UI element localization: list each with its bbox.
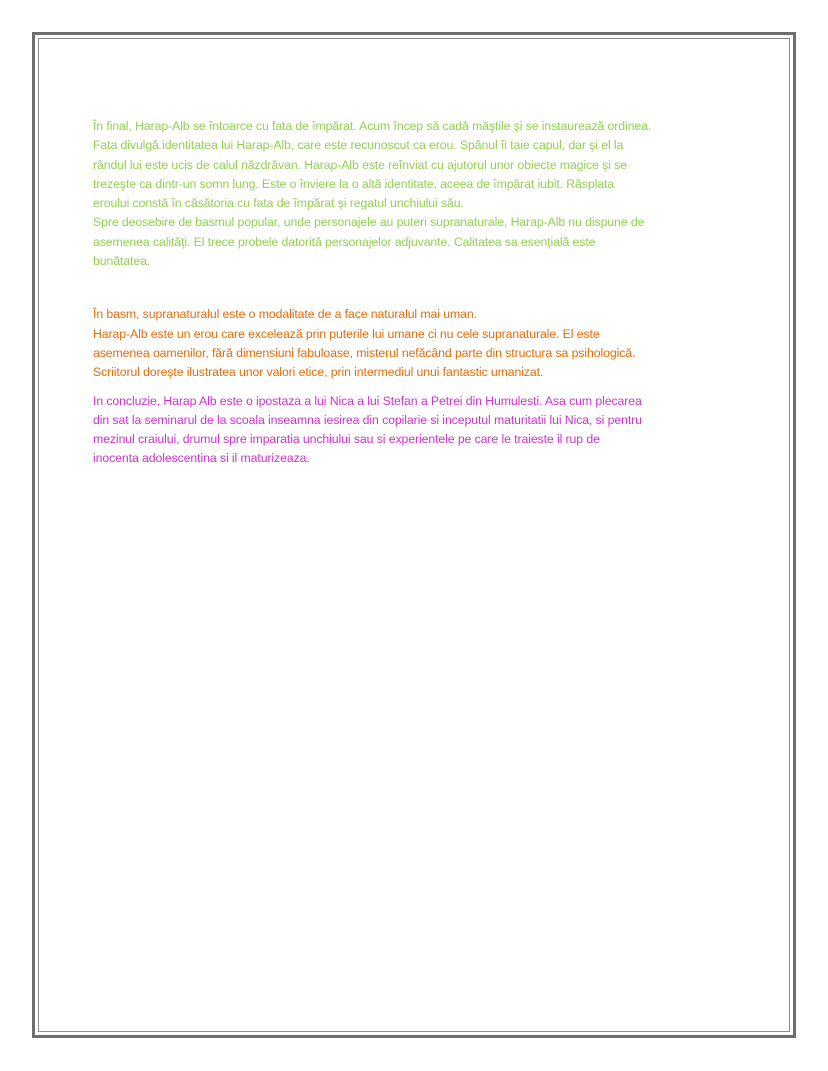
text-line: din sat la seminarul de la scoala inseamna iesirea din copilarie si inceputul maturitatii lui Nica, si pentru	[93, 412, 642, 427]
text-line: Spre deosebire de basmul popular, unde personajele au puteri supranaturale, Harap-Alb nu dispune de	[93, 215, 645, 230]
text-line: Harap-Alb este un erou care excelează prin puterile lui umane ci nu cele supranaturale. El este	[93, 326, 600, 341]
text-line: trezeşte ca dintr-un somn lung. Este o înviere la o altă identitate, aceea de împărat iubit. Răsplata	[93, 176, 615, 191]
text-line: bunătatea.	[93, 254, 151, 269]
section-supernatural-orange	[93, 305, 733, 382]
paragraph-spacer	[93, 271, 733, 305]
text-line: Fata divulgă identitatea lui Harap-Alb, care este recunoscut ca erou. Spânul îi taie capul, dar şi el la	[93, 138, 624, 153]
paragraph-final-resolution	[93, 117, 733, 213]
text-line: asemenea calităţi. El trece probele datorită personajelor adjuvante. Calitatea sa esenţială este	[93, 234, 596, 249]
text-line: În final, Harap-Alb se întoarce cu fata de împărat. Acum încep să cadă măştile şi se instaurează ordinea.	[93, 119, 652, 133]
section-ending-green	[93, 117, 733, 271]
section-conclusion-magenta	[93, 392, 733, 469]
paragraph-conclusion	[93, 392, 733, 469]
text-line: In concluzie, Harap Alb este o ipostaza a lui Nica a lui Stefan a Petrei din Humulesti. Asa cum plecarea	[93, 393, 642, 408]
paragraph-spacer	[93, 383, 733, 392]
document-body	[93, 117, 733, 469]
text-line: mezinul craiului, drumul spre imparatia unchiului sau si experientele pe care le traieste il rup de	[93, 432, 600, 447]
text-line: În basm, supranaturalul este o modalitate de a face naturalul mai uman.	[93, 307, 477, 322]
paragraph-supernatural-intro	[93, 305, 733, 324]
paragraph-hero-qualities	[93, 213, 733, 271]
text-line: asemenea oamenilor, fără dimensiuni fabuloase, misterul nefăcând parte din structura sa psihologică.	[93, 345, 636, 360]
text-line: Scriitorul doreşte ilustratea unor valori etice, prin intermediul unui fantastic umanizat.	[93, 365, 544, 380]
text-line: eroului constă în căsătoria cu fata de împărat şi regatul unchiului său.	[93, 196, 464, 211]
text-line: inocenta adolescentina si il maturizeaza.	[93, 451, 310, 466]
text-line: rândul lui este ucis de calul năzdrăvan. Harap-Alb este reînviat cu ajutorul unor obiecte magice şi se	[93, 157, 627, 172]
paragraph-human-hero	[93, 325, 733, 383]
